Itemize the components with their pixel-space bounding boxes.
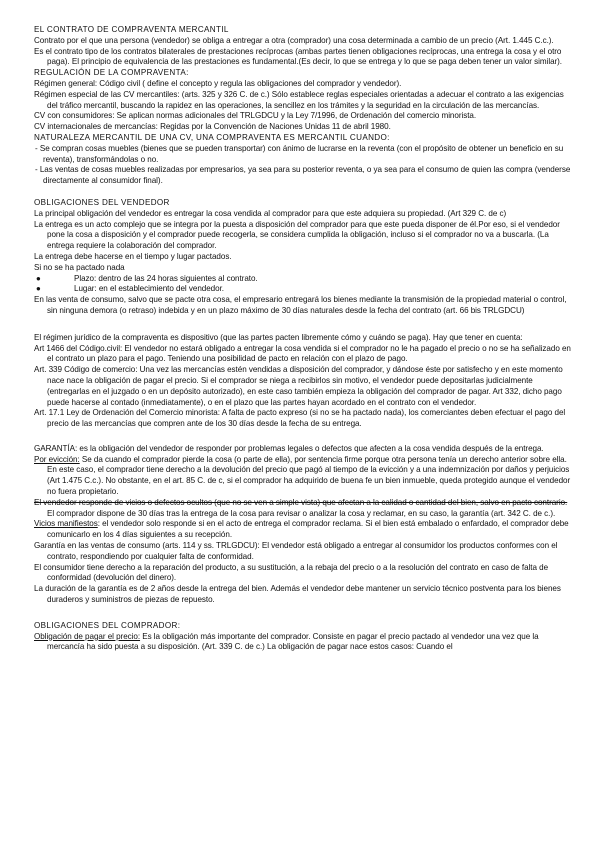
vendedor-paragraph: Si no se ha pactado nada (34, 262, 125, 272)
bullet-text: Plazo: dentro de las 24 horas siguientes al contrato. (74, 273, 258, 283)
regimen-intro: El régimen jurídico de la compraventa es dispositivo (que las partes pacten libremente cómo y cuándo se paga). Hay que tener en cuenta: (34, 332, 523, 342)
ocultos-paragraph (34, 498, 576, 520)
manifiestos-paragraph (34, 519, 576, 541)
vendedor-paragraph: La entrega es un acto complejo que se integra por la puesta a disposición del comprador para que este pueda disponer de él.Por eso, si el vendedor pone la cosa a disposición y el comprador puede recogerla, se considera cumplida la obligación, incluso si el comprador no va a buscarla. (La entrega requiere la colaboración del comprador. (34, 219, 560, 251)
garantia-item: El consumidor tiene derecho a la reparación del producto, a su sustitución, a la rebaja del precio o a la resolución del contrato en caso de falta de conformidad (devolución del dinero). (34, 562, 549, 583)
eviccion-label: Por evicción: (34, 454, 80, 464)
bullet-text: Lugar: en el establecimiento del vendedor. (74, 284, 224, 294)
regulacion-item: Régimen general: Código civil ( define el concepto y regula las obligaciones del comprador y vendedor). (34, 78, 402, 88)
pago-label: Obligación de pagar el precio: (34, 631, 141, 641)
regulacion-heading: REGULACIÓN DE LA COMPRAVENTA: (34, 68, 189, 78)
ocultos-label: El vendedor responde de vicios o defectos ocultos (que no se ven a simple vista) que afectan a la calidad o cantidad del bien, salvo en pacto contrario. (34, 497, 568, 507)
manifiestos-label: Vicios manifiestos (34, 519, 98, 529)
eviccion-text: Se da cuando el comprador pierde la cosa (o parte de ella), por sentencia firme porque otra persona tenía un derecho anterior sobre ella. En este caso, el comprador tiene derecho a la devolución del precio que pagó al tiempo de la evicción y a una indemnización por daños y perjuicios (Art 1.475 C.c.). No obstante, en el art. 85 C. de c, si el comprador ha adquirido de buena fe un bien inmueble, queda protegido aunque el vendedor no fuera propietario. (47, 454, 571, 497)
bullet-item (34, 274, 576, 285)
vendedor-paragraph: La principal obligación del vendedor es entregar la cosa vendida al comprador para que este adquiera su propiedad. (Art 329 C. de c) (34, 208, 507, 218)
manifiestos-text: : el vendedor solo responde si en el acto de entrega el comprador reclama. Si el bien está embalado o enfardado, el comprador debe comunicarlo en los 4 días siguientes a su recepción. (47, 519, 569, 540)
garantia-item: La duración de la garantía es de 2 años desde la entrega del bien. Además el vendedor debe mantener un servicio técnico postventa para los bienes duraderos y suministros de piezas de repuesto. (34, 584, 561, 605)
definition-paragraph: Contrato por el que una persona (vendedor) se obliga a entregar a otra (comprador) una cosa determinada a cambio de un precio (Art. 1.445 C.c.). (34, 35, 554, 45)
pago-text: Es la obligación más importante del comprador. Consiste en pagar el precio pactado al vendedor una vez que la mercancía ha sido puesta a su disposición. (Art. 339 C. de c.) La obligación de pagar nace estos casos: Cuando el (47, 631, 539, 652)
regulacion-item: CV internacionales de mercancías: Regidas por la Convención de Naciones Unidas 11 de abril 1980. (34, 122, 391, 132)
pago-paragraph (34, 632, 576, 654)
garantia-item: Garantía en las ventas de consumo (arts. 114 y ss. TRLGDCU): El vendedor está obligado a entregar al consumidor los productos conformes con el contrato, respondiendo por cualquier falta de conformidad. (34, 541, 558, 561)
garantia-intro: GARANTÍA: es la obligación del vendedor de responder por problemas legales o defectos que afecten a la cosa vendida después de la entrega. (34, 443, 544, 453)
regimen-item: Art 1466 del Código.civil: El vendedor no estará obligado a entregar la cosa vendida si el comprador no le ha pagado el precio o no se ha señalizado en el contrato un plazo para el pago. Teniendo una posibilidad de pacto en relación con el plazo de pago. (34, 343, 571, 364)
document-title: EL CONTRATO DE COMPRAVENTA MERCANTIL (34, 25, 229, 34)
bullet-item (34, 284, 576, 295)
vendedor-paragraph: En las venta de consumo, salvo que se pacte otra cosa, el empresario entregará los bienes mediante la transmisión de la propiedad material o control, sin ninguna demora (o retraso) indebida y en un plazo máximo de 30 días naturales desde la fecha del contrato (art. 66 bis TRLGDCU) (34, 295, 567, 315)
regulacion-item: CV con consumidores: Se aplican normas adicionales del TRLGDCU y la Ley 7/1996, de Ordenación del comercio minorista. (34, 111, 477, 121)
ocultos-text: El comprador dispone de 30 días tras la entrega de la cosa para revisar o analizar la cosa y reclamar, en su caso, la garantía (art. 342 C. de c.). (47, 508, 556, 518)
vendedor-paragraph: La entrega debe hacerse en el tiempo y lugar pactados. (34, 251, 232, 261)
comprador-heading: OBLIGACIONES DEL COMPRADOR: (34, 620, 181, 630)
regimen-item: Art. 17.1 Ley de Ordenación del Comercio minorista: A falta de pacto expreso (si no se ha pactado nada), los comerciantes deben efectuar el pago del precio de las mercancías que compren ante de los 30 días desde la fecha de su entrega. (34, 408, 566, 429)
eviccion-paragraph (34, 455, 576, 498)
bilateral-paragraph: Es el contrato tipo de los contratos bilaterales de prestaciones recíprocas (ambas partes tienen obligaciones recíprocas, una entrega la cosa y el otro paga). El principio de equivalencia de las prestaciones es fundamental.(Es decir, lo que se entrega y lo que se paga deben tener un valor similar). (34, 46, 563, 67)
regulacion-item: Régimen especial de las CV mercantiles: (arts. 325 y 326 C. de c.) Sólo establece reglas especiales orientadas a adecuar el contrato a las exigencias del tráfico mercantil, buscando la rapidez en las operaciones, la sencillez en los trámites y la seguridad en la circulación de las mercancías. (34, 89, 564, 110)
bullet-icon: ● (36, 273, 41, 283)
naturaleza-heading: NATURALEZA MERCANTIL DE UNA CV, UNA COMPRAVENTA ES MERCANTIL CUANDO: (34, 132, 390, 142)
regimen-item: Art. 339 Código de comercio: Una vez las mercancías estén vendidas a disposición del comprador, y dándose éste por satisfecho y en este momento nace nace la obligación de pagar el precio. Si el comprador se niega a recibirlos sin motivo, el vendedor puede depositarlas judicialmente (entregarlas en el juzgado o en un depósito autorizado), en este caso también empieza la obligación del comprador de pagar. Art 332, dicho pago puede hacerse al contado (inmediatamente), o en el plazo que las partes hayan acordado en el contrato con el vendedor. (34, 365, 563, 407)
naturaleza-item: - Las ventas de cosas muebles realizadas por empresarios, ya sea para su posterior reventa, o ya sea para el consumo de quien las compra (venderse directamente al consumidor final). (35, 165, 571, 186)
naturaleza-item: - Se compran cosas muebles (bienes que se pueden transportar) con ánimo de lucrarse en la reventa (con el propósito de obtener un beneficio en su reventa), transformándolas o no. (35, 143, 564, 164)
vendedor-heading: OBLIGACIONES DEL VENDEDOR (34, 197, 170, 207)
bullet-icon: ● (36, 284, 41, 294)
